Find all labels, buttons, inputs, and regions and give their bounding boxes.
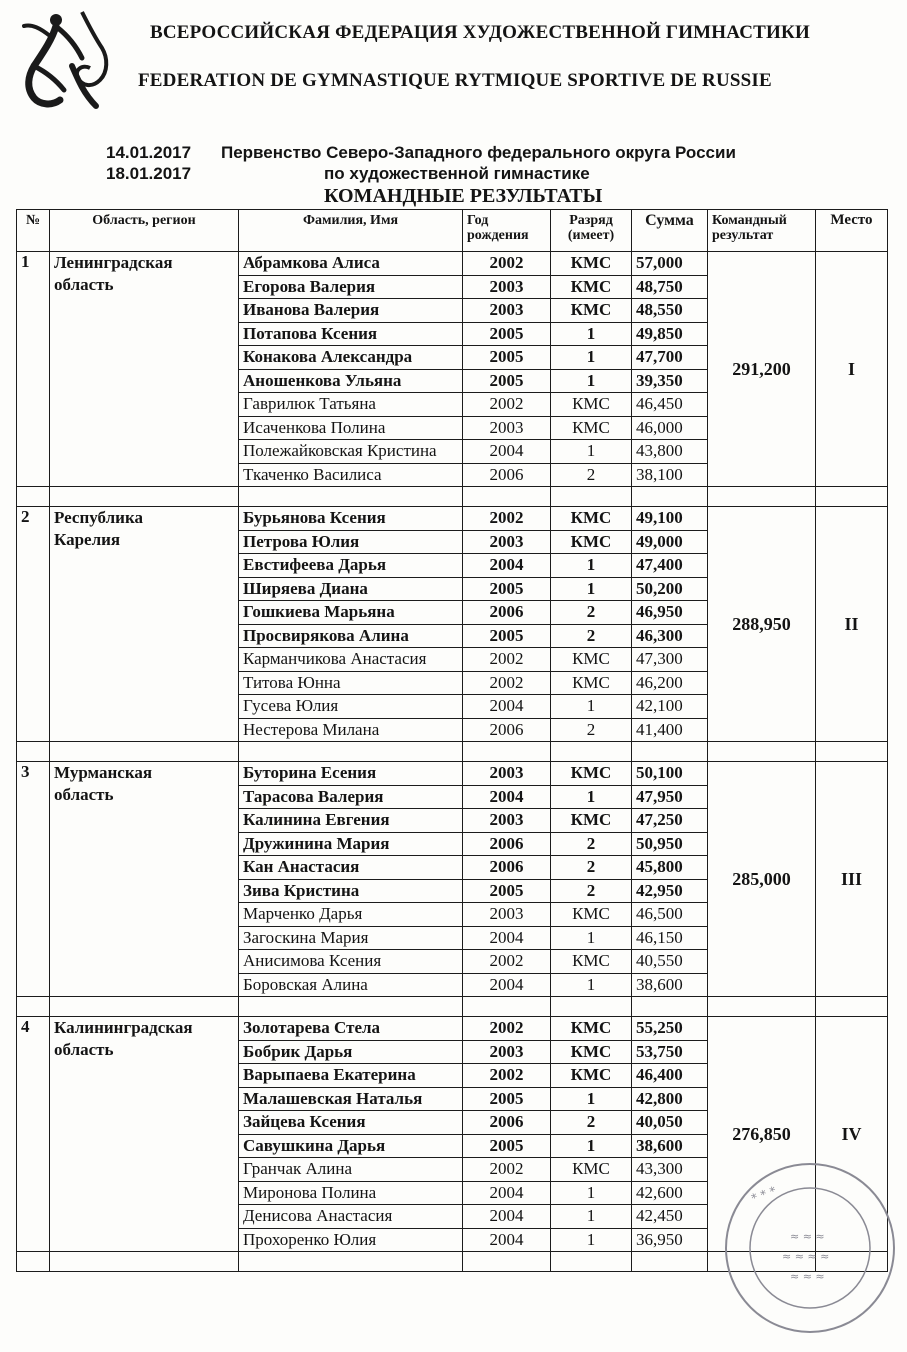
score-sum: 47,250 [632,809,708,833]
birth-year: 2004 [463,973,551,997]
empty-cell [708,742,816,762]
empty-cell [816,742,888,762]
athlete-name: Аношенкова Ульяна [239,369,463,393]
region-name [50,1017,239,1252]
region-line2: область [54,785,114,804]
svg-text:≈ ≈ ≈ ≈: ≈ ≈ ≈ ≈ [782,1250,830,1263]
empty-cell [463,487,551,507]
official-stamp-icon [720,1148,896,1344]
sport-rank: 1 [551,1087,632,1111]
birth-year: 2006 [463,463,551,487]
team-number: 3 [17,762,50,997]
event-start-date: 14.01.2017 [106,143,192,162]
athlete-name: Ширяева Диана [239,577,463,601]
sport-rank: КМС [551,671,632,695]
empty-cell [17,742,50,762]
score-sum: 42,800 [632,1087,708,1111]
athlete-name: Петрова Юлия [239,530,463,554]
score-sum: 38,600 [632,1134,708,1158]
table-row [17,252,888,276]
score-sum: 42,100 [632,695,708,719]
sport-rank: 1 [551,926,632,950]
score-sum: 47,950 [632,785,708,809]
birth-year: 2002 [463,393,551,417]
table-row [17,762,888,786]
birth-year: 2002 [463,648,551,672]
empty-cell [632,1252,708,1272]
empty-cell [632,997,708,1017]
birth-year: 2002 [463,252,551,276]
athlete-name: Гошкиева Марьяна [239,601,463,625]
sport-rank: 2 [551,879,632,903]
region-name [50,762,239,997]
team-place: I [816,252,888,487]
team-place: II [816,507,888,742]
region-name [50,252,239,487]
birth-year: 2006 [463,832,551,856]
athlete-name: Полежайковская Кристина [239,440,463,464]
score-sum: 46,450 [632,393,708,417]
empty-cell [708,997,816,1017]
table-row [17,507,888,531]
empty-cell [816,487,888,507]
athlete-name: Дружинина Мария [239,832,463,856]
team-result: 285,000 [708,762,816,997]
empty-cell [551,1252,632,1272]
svg-text:* * *: * * * [749,1183,779,1206]
score-sum: 40,050 [632,1111,708,1135]
score-sum: 39,350 [632,369,708,393]
sport-rank: 1 [551,322,632,346]
sport-rank: 2 [551,463,632,487]
team-result: 291,200 [708,252,816,487]
sport-rank: КМС [551,299,632,323]
birth-year: 2003 [463,299,551,323]
col-header-num: № [17,210,50,252]
score-sum: 53,750 [632,1040,708,1064]
athlete-name: Конакова Александра [239,346,463,370]
empty-cell [632,487,708,507]
athlete-name: Марченко Дарья [239,903,463,927]
birth-year: 2004 [463,554,551,578]
empty-cell [816,997,888,1017]
sport-rank: КМС [551,648,632,672]
birth-year: 2004 [463,1181,551,1205]
athlete-name: Ткаченко Василиса [239,463,463,487]
score-sum: 41,400 [632,718,708,742]
athlete-name: Малашевская Наталья [239,1087,463,1111]
birth-year: 2003 [463,1040,551,1064]
sport-rank: КМС [551,393,632,417]
athlete-name: Зива Кристина [239,879,463,903]
score-sum: 46,000 [632,416,708,440]
empty-cell [463,997,551,1017]
score-sum: 47,300 [632,648,708,672]
birth-year: 2003 [463,903,551,927]
birth-year: 2003 [463,809,551,833]
birth-year: 2005 [463,1134,551,1158]
sport-rank: 2 [551,856,632,880]
athlete-name: Просвирякова Алина [239,624,463,648]
athlete-name: Миронова Полина [239,1181,463,1205]
athlete-name: Исаченкова Полина [239,416,463,440]
team-place: III [816,762,888,997]
empty-cell [708,487,816,507]
score-sum: 57,000 [632,252,708,276]
table-header-row [17,210,888,252]
page-title: КОМАНДНЫЕ РЕЗУЛЬТАТЫ [324,185,603,207]
federation-logo-icon [12,6,112,111]
birth-year: 2005 [463,1087,551,1111]
score-sum: 46,200 [632,671,708,695]
sport-rank: КМС [551,762,632,786]
event-title-line2: по художественной гимнастике [324,164,590,183]
athlete-name: Потапова Ксения [239,322,463,346]
birth-year: 2006 [463,1111,551,1135]
region-line1: Республика [54,508,143,527]
sport-rank: КМС [551,1158,632,1182]
birth-year: 2003 [463,416,551,440]
birth-year: 2006 [463,718,551,742]
score-sum: 46,400 [632,1064,708,1088]
sport-rank: КМС [551,950,632,974]
birth-year: 2005 [463,369,551,393]
empty-cell [239,997,463,1017]
team-number: 2 [17,507,50,742]
sport-rank: 1 [551,1134,632,1158]
region-line1: Калининградская [54,1018,193,1037]
score-sum: 46,300 [632,624,708,648]
empty-cell [17,997,50,1017]
birth-year: 2005 [463,879,551,903]
event-end-date: 18.01.2017 [106,164,192,183]
federation-name-fr: FEDERATION DE GYMNASTIQUE RYTMIQUE SPORTIVE DE RUSSIE [138,70,772,91]
birth-year: 2002 [463,950,551,974]
sport-rank: КМС [551,507,632,531]
score-sum: 49,000 [632,530,708,554]
birth-year: 2006 [463,856,551,880]
spacer-row [17,742,888,762]
sport-rank: 2 [551,832,632,856]
region-line2: Карелия [54,530,121,549]
empty-cell [239,1252,463,1272]
score-sum: 48,550 [632,299,708,323]
empty-cell [551,742,632,762]
score-sum: 42,950 [632,879,708,903]
score-sum: 45,800 [632,856,708,880]
col-header-sum: Сумма [632,210,708,252]
sport-rank: КМС [551,903,632,927]
empty-cell [463,742,551,762]
birth-year: 2004 [463,785,551,809]
score-sum: 46,150 [632,926,708,950]
sport-rank: 1 [551,554,632,578]
score-sum: 47,700 [632,346,708,370]
event-title-line1: Первенство Северо-Западного федерального округа России [221,143,736,162]
athlete-name: Калинина Евгения [239,809,463,833]
score-sum: 43,800 [632,440,708,464]
athlete-name: Денисова Анастасия [239,1205,463,1229]
athlete-name: Гаврилюк Татьяна [239,393,463,417]
results-body [17,252,888,1272]
col-header-region: Область, регион [50,210,239,252]
sport-rank: 1 [551,1205,632,1229]
empty-cell [551,997,632,1017]
svg-text:≈ ≈ ≈: ≈ ≈ ≈ [790,1230,825,1243]
team-result: 276,850 [708,1017,816,1252]
empty-cell [463,1252,551,1272]
score-sum: 46,950 [632,601,708,625]
sport-rank: КМС [551,416,632,440]
sport-rank: 1 [551,369,632,393]
col-header-place: Место [816,210,888,252]
sport-rank: КМС [551,530,632,554]
birth-year: 2006 [463,601,551,625]
score-sum: 42,600 [632,1181,708,1205]
athlete-name: Гусева Юлия [239,695,463,719]
athlete-name: Прохоренко Юлия [239,1228,463,1252]
athlete-name: Варыпаева Екатерина [239,1064,463,1088]
athlete-name: Боровская Алина [239,973,463,997]
sport-rank: КМС [551,1040,632,1064]
athlete-name: Кан Анастасия [239,856,463,880]
athlete-name: Нестерова Милана [239,718,463,742]
sport-rank: 1 [551,785,632,809]
birth-year: 2003 [463,275,551,299]
birth-year: 2005 [463,577,551,601]
birth-year: 2005 [463,322,551,346]
team-number: 1 [17,252,50,487]
athlete-name: Карманчикова Анастасия [239,648,463,672]
athlete-name: Загоскина Мария [239,926,463,950]
score-sum: 43,300 [632,1158,708,1182]
birth-year: 2002 [463,671,551,695]
col-header-team-result: Командный результат [708,210,816,252]
sport-rank: 2 [551,624,632,648]
empty-cell [50,997,239,1017]
team-number: 4 [17,1017,50,1252]
birth-year: 2005 [463,624,551,648]
athlete-name: Абрамкова Алиса [239,252,463,276]
score-sum: 42,450 [632,1205,708,1229]
empty-cell [50,742,239,762]
birth-year: 2004 [463,926,551,950]
score-sum: 55,250 [632,1017,708,1041]
birth-year: 2004 [463,440,551,464]
sport-rank: КМС [551,809,632,833]
table-row [17,1017,888,1041]
svg-text:≈ ≈ ≈: ≈ ≈ ≈ [790,1270,825,1283]
birth-year: 2004 [463,695,551,719]
empty-cell [50,487,239,507]
birth-year: 2004 [463,1205,551,1229]
empty-cell [551,487,632,507]
empty-cell [17,1252,50,1272]
athlete-name: Титова Юнна [239,671,463,695]
athlete-name: Бобрик Дарья [239,1040,463,1064]
empty-cell [50,1252,239,1272]
score-sum: 38,100 [632,463,708,487]
sport-rank: 2 [551,601,632,625]
region-line2: область [54,1040,114,1059]
athlete-name: Гранчак Алина [239,1158,463,1182]
region-name [50,507,239,742]
score-sum: 48,750 [632,275,708,299]
score-sum: 50,950 [632,832,708,856]
sport-rank: 1 [551,695,632,719]
sport-rank: 2 [551,1111,632,1135]
region-line2: область [54,275,114,294]
col-header-name: Фамилия, Имя [239,210,463,252]
federation-name-ru: ВСЕРОССИЙСКАЯ ФЕДЕРАЦИЯ ХУДОЖЕСТВЕННОЙ ГИМНАСТИКИ [150,22,810,43]
athlete-name: Бурьянова Ксения [239,507,463,531]
col-header-rank: Разряд (имеет) [551,210,632,252]
spacer-row [17,997,888,1017]
athlete-name: Зайцева Ксения [239,1111,463,1135]
sport-rank: КМС [551,1017,632,1041]
empty-cell [239,487,463,507]
sport-rank: 1 [551,346,632,370]
score-sum: 50,100 [632,762,708,786]
sport-rank: 1 [551,440,632,464]
sport-rank: 1 [551,1228,632,1252]
birth-year: 2005 [463,346,551,370]
birth-year: 2002 [463,1064,551,1088]
birth-year: 2003 [463,762,551,786]
score-sum: 50,200 [632,577,708,601]
score-sum: 40,550 [632,950,708,974]
score-sum: 49,100 [632,507,708,531]
athlete-name: Иванова Валерия [239,299,463,323]
sport-rank: 2 [551,718,632,742]
team-place: IV [816,1017,888,1252]
empty-cell [239,742,463,762]
athlete-name: Тарасова Валерия [239,785,463,809]
region-line1: Ленинградская [54,253,173,272]
birth-year: 2002 [463,1017,551,1041]
birth-year: 2003 [463,530,551,554]
score-sum: 49,850 [632,322,708,346]
sport-rank: 1 [551,973,632,997]
sport-rank: 1 [551,1181,632,1205]
score-sum: 38,600 [632,973,708,997]
birth-year: 2002 [463,507,551,531]
region-line1: Мурманская [54,763,153,782]
col-header-year: Год рождения [463,210,551,252]
score-sum: 46,500 [632,903,708,927]
athlete-name: Анисимова Ксения [239,950,463,974]
birth-year: 2002 [463,1158,551,1182]
empty-cell [17,487,50,507]
spacer-row [17,487,888,507]
sport-rank: КМС [551,275,632,299]
team-result: 288,950 [708,507,816,742]
birth-year: 2004 [463,1228,551,1252]
athlete-name: Савушкина Дарья [239,1134,463,1158]
sport-rank: КМС [551,252,632,276]
athlete-name: Золотарева Стела [239,1017,463,1041]
sport-rank: КМС [551,1064,632,1088]
score-sum: 47,400 [632,554,708,578]
score-sum: 36,950 [632,1228,708,1252]
athlete-name: Буторина Есения [239,762,463,786]
athlete-name: Егорова Валерия [239,275,463,299]
empty-cell [632,742,708,762]
athlete-name: Евстифеева Дарья [239,554,463,578]
team-results-table [16,209,888,1272]
sport-rank: 1 [551,577,632,601]
